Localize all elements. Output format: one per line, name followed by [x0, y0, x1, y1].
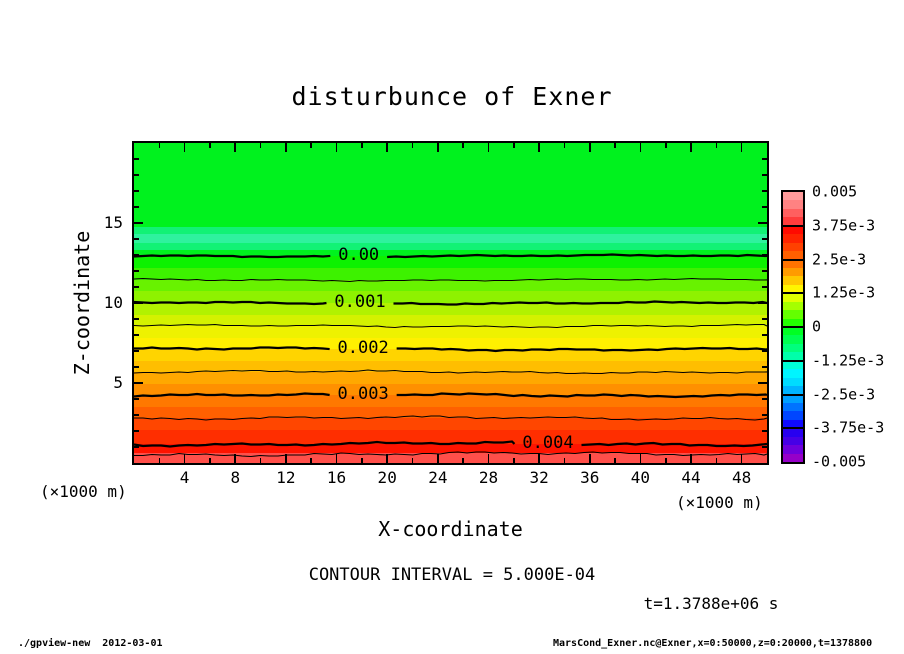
- colorbar-label: -2.5e-3: [812, 385, 876, 403]
- x-tick-label: 4: [179, 468, 190, 487]
- chart-title: disturbunce of Exner: [291, 82, 613, 111]
- colorbar-divider: [783, 360, 803, 362]
- contour-line-label: 0.002: [337, 337, 389, 358]
- colorbar-step: [783, 192, 803, 201]
- x-tick-label: 16: [326, 468, 347, 487]
- x-tick-label: 28: [478, 468, 499, 487]
- x-tick-label: 44: [681, 468, 701, 487]
- plot-area: [132, 141, 769, 465]
- x-tick-label: 48: [732, 468, 752, 487]
- y-axis-label: Z-coordinate: [70, 230, 94, 376]
- colorbar-step: [783, 402, 803, 411]
- colorbar-label: -0.005: [812, 452, 867, 471]
- x-tick-labels: [134, 470, 767, 490]
- y-tick-label: 15: [103, 213, 123, 232]
- colorbar-step: [783, 377, 803, 386]
- colorbar-label: 0: [812, 317, 822, 336]
- colorbar-step: [783, 242, 803, 251]
- y-tick-labels: [0, 143, 128, 463]
- contour-interval-text: CONTOUR INTERVAL = 5.000E-04: [308, 565, 596, 585]
- colorbar-divider: [783, 259, 803, 261]
- colorbar-step: [783, 436, 803, 445]
- x-tick-label: 8: [230, 468, 241, 487]
- colorbar-divider: [783, 326, 803, 328]
- footer-file-text: MarsCond_Exner.nc@Exner,x=0:50000,z=0:20000,t=1378800: [553, 638, 873, 649]
- x-tick-label: 40: [630, 468, 651, 487]
- colorbar-label: 2.5e-3: [812, 250, 867, 268]
- colorbar-step: [783, 301, 803, 310]
- colorbar-divider: [783, 225, 803, 227]
- y-tick-label: 5: [113, 373, 123, 392]
- colorbar-step: [783, 369, 803, 378]
- colorbar-label: -1.25e-3: [812, 351, 885, 370]
- colorbar-divider: [783, 427, 803, 429]
- contour-line-label: 0.003: [337, 383, 389, 404]
- colorbar-label: 3.75e-3: [812, 216, 876, 235]
- colorbar-step: [783, 276, 803, 285]
- y-tick-label: 10: [103, 293, 123, 312]
- contour-labels-layer: [134, 143, 767, 463]
- time-text: t=1.3788e+06 s: [643, 594, 779, 613]
- colorbar-step: [783, 310, 803, 319]
- colorbar-step: [783, 335, 803, 344]
- colorbar-divider: [783, 292, 803, 294]
- colorbar-step: [783, 343, 803, 352]
- colorbar-step: [783, 445, 803, 454]
- footer-command-text: ./gpview-new 2012-03-01: [18, 638, 163, 649]
- x-tick-label: 32: [529, 468, 549, 487]
- x-axis-label: X-coordinate: [378, 517, 523, 541]
- colorbar-step: [783, 234, 803, 243]
- colorbar-step: [783, 200, 803, 209]
- x-tick-label: 20: [377, 468, 397, 487]
- colorbar-labels: [812, 182, 904, 471]
- x-axis-unit-right: (×1000 m): [676, 493, 763, 512]
- contour-line-label: 0.004: [522, 432, 574, 453]
- colorbar: [781, 190, 805, 464]
- contour-line-label: 0.00: [338, 244, 380, 265]
- x-tick-label: 24: [428, 468, 448, 487]
- x-axis-unit-left: (×1000 m): [40, 482, 127, 501]
- colorbar-gradient: [783, 192, 803, 462]
- colorbar-step: [783, 411, 803, 420]
- x-tick-label: 36: [580, 468, 600, 487]
- x-tick-label: 12: [276, 468, 296, 487]
- colorbar-label: 1.25e-3: [812, 283, 876, 302]
- colorbar-step: [783, 267, 803, 276]
- colorbar-divider: [783, 394, 803, 396]
- contour-line-label: 0.001: [334, 291, 386, 312]
- colorbar-step: [783, 453, 803, 462]
- colorbar-label: 0.005: [812, 182, 858, 201]
- colorbar-label: -3.75e-3: [812, 418, 885, 437]
- colorbar-step: [783, 208, 803, 217]
